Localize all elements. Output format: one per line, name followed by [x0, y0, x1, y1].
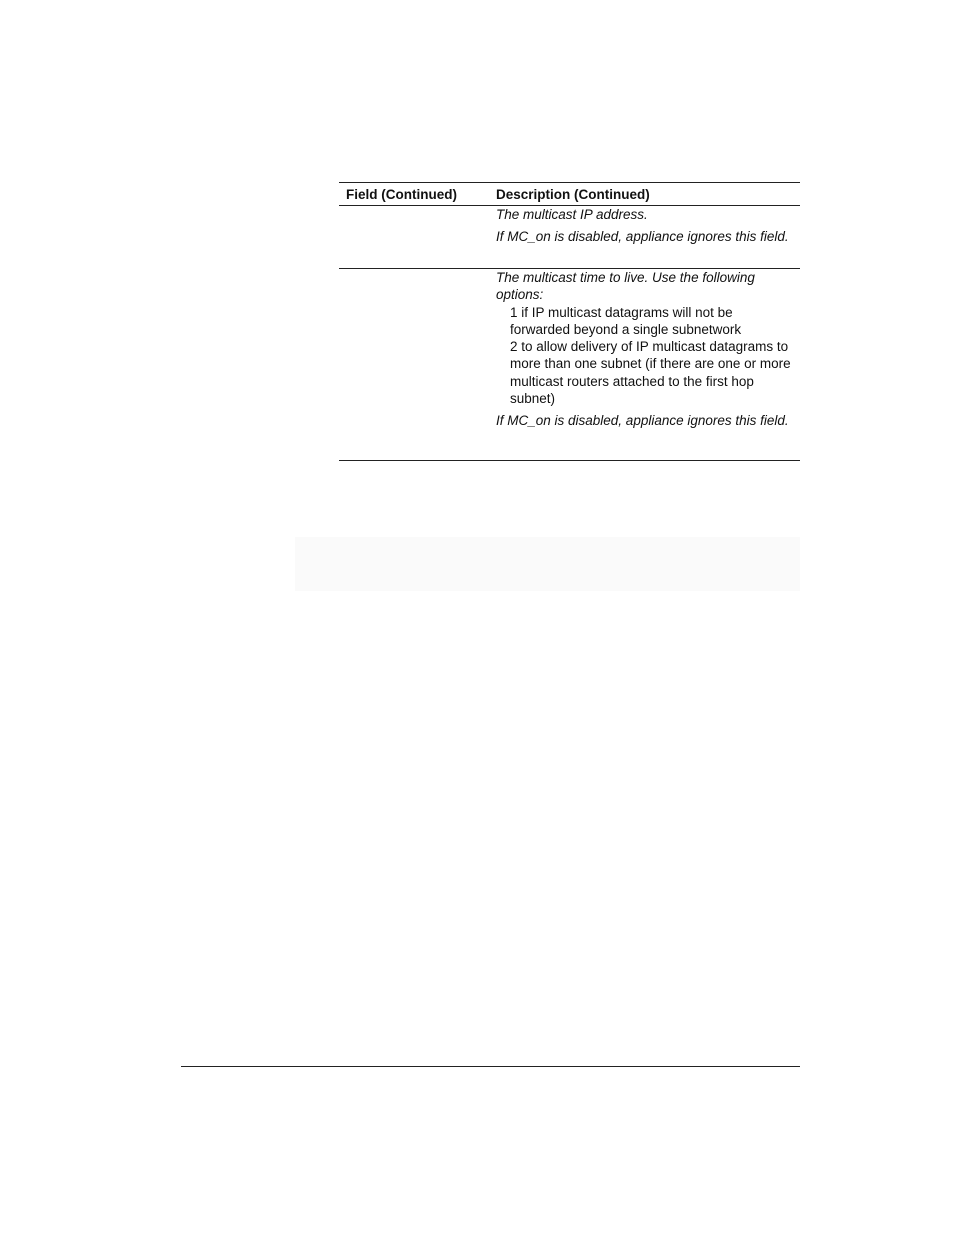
option-item: 2 to allow delivery of IP multicast datagrams to more than one subnet (if there are one or more multicast routers attached to the first hop subnet): [510, 339, 791, 407]
table-header: [339, 182, 800, 206]
footer-rule: [181, 1066, 800, 1067]
row-description: [489, 269, 800, 460]
row-description: [489, 206, 800, 268]
description-note: If MC_on is disabled, appliance ignores this field.: [496, 413, 789, 429]
table-row: [339, 269, 800, 461]
header-field: Field (Continued): [346, 186, 457, 202]
option-item: 1 if IP multicast datagrams will not be forwarded beyond a single subnetwork: [510, 304, 742, 337]
field-description-table: [339, 182, 800, 461]
shaded-note-box: [295, 537, 800, 591]
row-field: [339, 269, 489, 460]
description-intro: The multicast time to live. Use the following options:: [496, 270, 755, 303]
description-note: If MC_on is disabled, appliance ignores this field.: [496, 229, 789, 245]
row-field: [339, 206, 489, 268]
table-row: [339, 206, 800, 269]
header-description: Description (Continued): [496, 186, 650, 202]
description-line: The multicast IP address.: [496, 207, 648, 222]
